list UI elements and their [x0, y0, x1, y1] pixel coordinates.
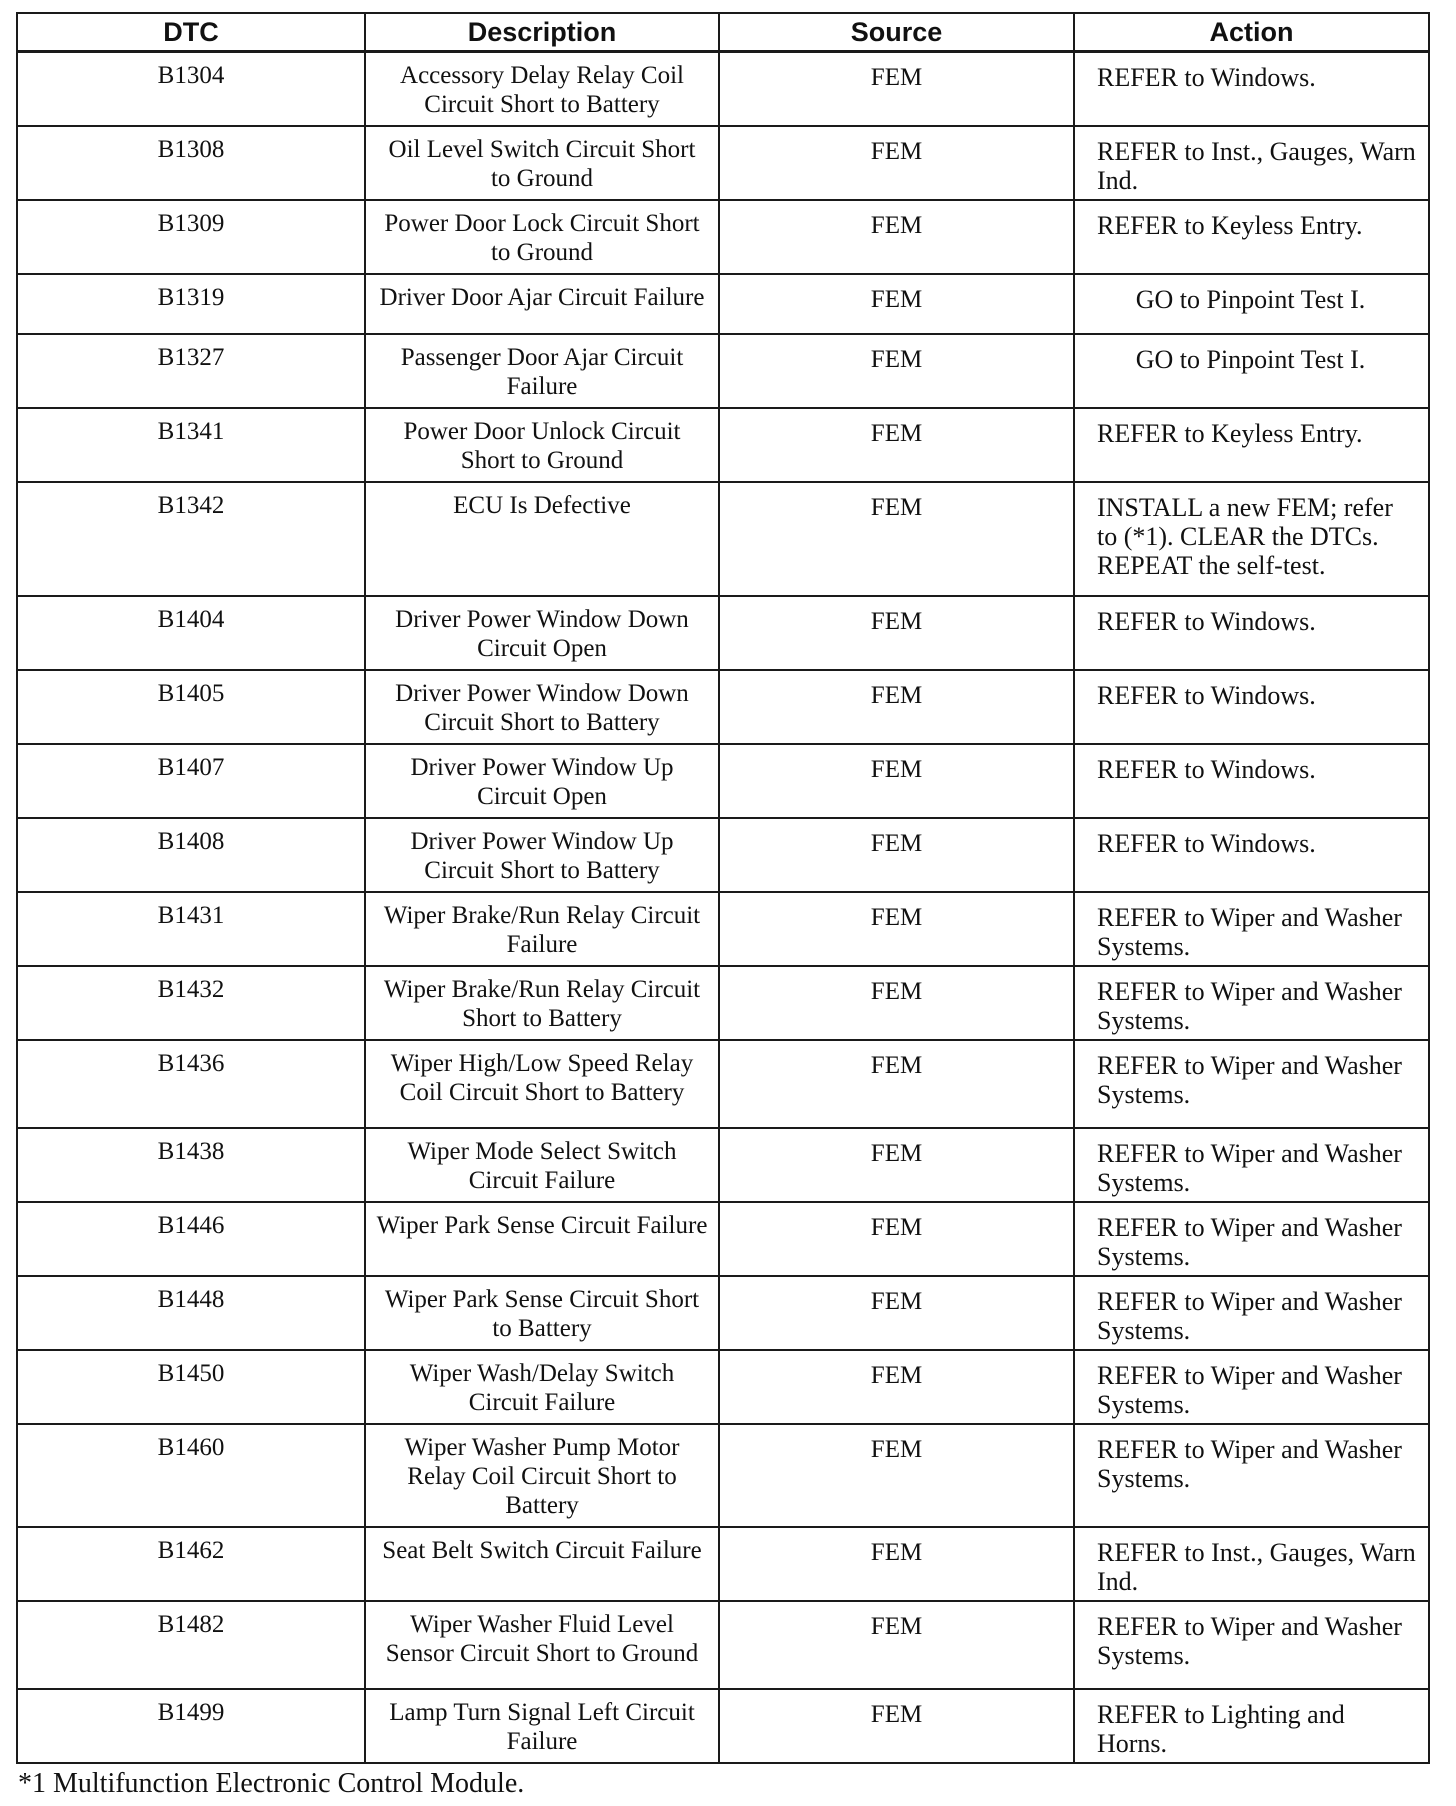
header-action: Action — [1074, 13, 1429, 52]
dtc-code: B1446 — [17, 1202, 365, 1276]
dtc-action: REFER to Wiper and Washer Systems. — [1074, 1128, 1429, 1202]
dtc-source: FEM — [719, 1601, 1074, 1689]
dtc-code: B1304 — [17, 52, 365, 127]
dtc-description: Power Door Unlock Circuit Short to Ground — [365, 408, 719, 482]
dtc-source: FEM — [719, 274, 1074, 334]
header-dtc: DTC — [17, 13, 365, 52]
dtc-code: B1327 — [17, 334, 365, 408]
table-row — [17, 1689, 1429, 1763]
table-row — [17, 1202, 1429, 1276]
dtc-code: B1436 — [17, 1040, 365, 1128]
dtc-code: B1404 — [17, 596, 365, 670]
dtc-description: Passenger Door Ajar Circuit Failure — [365, 334, 719, 408]
dtc-source: FEM — [719, 818, 1074, 892]
dtc-table — [16, 12, 1430, 1764]
dtc-source: FEM — [719, 1128, 1074, 1202]
dtc-action: REFER to Windows. — [1074, 744, 1429, 818]
dtc-code: B1462 — [17, 1527, 365, 1601]
table-row — [17, 892, 1429, 966]
dtc-source: FEM — [719, 334, 1074, 408]
dtc-code: B1431 — [17, 892, 365, 966]
table-row — [17, 52, 1429, 127]
dtc-action: REFER to Wiper and Washer Systems. — [1074, 966, 1429, 1040]
dtc-source: FEM — [719, 482, 1074, 596]
dtc-source: FEM — [719, 52, 1074, 127]
table-row — [17, 1601, 1429, 1689]
footnote: *1 Multifunction Electronic Control Module. — [18, 1768, 525, 1799]
dtc-description: Driver Power Window Up Circuit Open — [365, 744, 719, 818]
dtc-source: FEM — [719, 966, 1074, 1040]
table-row — [17, 408, 1429, 482]
dtc-description: Driver Power Window Down Circuit Short to Battery — [365, 670, 719, 744]
header-description: Description — [365, 13, 719, 52]
table-row — [17, 1040, 1429, 1128]
dtc-description: Wiper Brake/Run Relay Circuit Failure — [365, 892, 719, 966]
dtc-description: Driver Door Ajar Circuit Failure — [365, 274, 719, 334]
dtc-action: REFER to Wiper and Washer Systems. — [1074, 892, 1429, 966]
dtc-description: Wiper Washer Pump Motor Relay Coil Circuit Short to Battery — [365, 1424, 719, 1527]
table-row — [17, 1276, 1429, 1350]
dtc-description: Driver Power Window Up Circuit Short to Battery — [365, 818, 719, 892]
dtc-code: B1341 — [17, 408, 365, 482]
table-row — [17, 596, 1429, 670]
dtc-code: B1319 — [17, 274, 365, 334]
dtc-action: INSTALL a new FEM; refer to (*1). CLEAR the DTCs. REPEAT the self-test. — [1074, 482, 1429, 596]
dtc-description: Accessory Delay Relay Coil Circuit Short to Battery — [365, 52, 719, 127]
dtc-action: GO to Pinpoint Test I. — [1074, 274, 1429, 334]
dtc-code: B1450 — [17, 1350, 365, 1424]
dtc-description: Power Door Lock Circuit Short to Ground — [365, 200, 719, 274]
dtc-source: FEM — [719, 1689, 1074, 1763]
dtc-description: Wiper Wash/Delay Switch Circuit Failure — [365, 1350, 719, 1424]
dtc-code: B1448 — [17, 1276, 365, 1350]
dtc-code: B1407 — [17, 744, 365, 818]
dtc-action: GO to Pinpoint Test I. — [1074, 334, 1429, 408]
dtc-action: REFER to Windows. — [1074, 52, 1429, 127]
table-row — [17, 1128, 1429, 1202]
dtc-code: B1342 — [17, 482, 365, 596]
dtc-code: B1308 — [17, 126, 365, 200]
dtc-description: Wiper Park Sense Circuit Short to Battery — [365, 1276, 719, 1350]
dtc-code: B1482 — [17, 1601, 365, 1689]
dtc-description: Oil Level Switch Circuit Short to Ground — [365, 126, 719, 200]
dtc-source: FEM — [719, 126, 1074, 200]
dtc-code: B1499 — [17, 1689, 365, 1763]
dtc-source: FEM — [719, 408, 1074, 482]
table-row — [17, 966, 1429, 1040]
dtc-source: FEM — [719, 200, 1074, 274]
dtc-description: ECU Is Defective — [365, 482, 719, 596]
dtc-description: Driver Power Window Down Circuit Open — [365, 596, 719, 670]
dtc-code: B1432 — [17, 966, 365, 1040]
dtc-description: Wiper Mode Select Switch Circuit Failure — [365, 1128, 719, 1202]
dtc-action: REFER to Lighting and Horns. — [1074, 1689, 1429, 1763]
table-header-row — [17, 13, 1429, 52]
dtc-action: REFER to Wiper and Washer Systems. — [1074, 1040, 1429, 1128]
dtc-action: REFER to Windows. — [1074, 818, 1429, 892]
table-row — [17, 1527, 1429, 1601]
table-row — [17, 670, 1429, 744]
dtc-description: Wiper Park Sense Circuit Failure — [365, 1202, 719, 1276]
table-row — [17, 818, 1429, 892]
dtc-description: Lamp Turn Signal Left Circuit Failure — [365, 1689, 719, 1763]
dtc-source: FEM — [719, 1424, 1074, 1527]
dtc-code: B1460 — [17, 1424, 365, 1527]
dtc-source: FEM — [719, 1040, 1074, 1128]
dtc-document — [16, 12, 1428, 1800]
dtc-code: B1408 — [17, 818, 365, 892]
dtc-source: FEM — [719, 744, 1074, 818]
dtc-source: FEM — [719, 1202, 1074, 1276]
dtc-source: FEM — [719, 596, 1074, 670]
table-row — [17, 1424, 1429, 1527]
dtc-code: B1405 — [17, 670, 365, 744]
dtc-source: FEM — [719, 1276, 1074, 1350]
table-row — [17, 126, 1429, 200]
dtc-action: REFER to Inst., Gauges, Warn Ind. — [1074, 126, 1429, 200]
dtc-action: REFER to Wiper and Washer Systems. — [1074, 1202, 1429, 1276]
dtc-action: REFER to Keyless Entry. — [1074, 408, 1429, 482]
dtc-code: B1309 — [17, 200, 365, 274]
dtc-action: REFER to Keyless Entry. — [1074, 200, 1429, 274]
table-row — [17, 482, 1429, 596]
dtc-description: Wiper Washer Fluid Level Sensor Circuit Short to Ground — [365, 1601, 719, 1689]
table-row — [17, 744, 1429, 818]
dtc-action: REFER to Windows. — [1074, 670, 1429, 744]
dtc-action: REFER to Windows. — [1074, 596, 1429, 670]
table-row — [17, 1350, 1429, 1424]
dtc-source: FEM — [719, 670, 1074, 744]
table-row — [17, 274, 1429, 334]
dtc-code: B1438 — [17, 1128, 365, 1202]
header-source: Source — [719, 13, 1074, 52]
dtc-action: REFER to Wiper and Washer Systems. — [1074, 1276, 1429, 1350]
dtc-action: REFER to Inst., Gauges, Warn Ind. — [1074, 1527, 1429, 1601]
dtc-description: Wiper High/Low Speed Relay Coil Circuit Short to Battery — [365, 1040, 719, 1128]
table-row — [17, 200, 1429, 274]
dtc-source: FEM — [719, 1350, 1074, 1424]
dtc-source: FEM — [719, 892, 1074, 966]
dtc-source: FEM — [719, 1527, 1074, 1601]
dtc-description: Seat Belt Switch Circuit Failure — [365, 1527, 719, 1601]
dtc-description: Wiper Brake/Run Relay Circuit Short to Battery — [365, 966, 719, 1040]
dtc-action: REFER to Wiper and Washer Systems. — [1074, 1424, 1429, 1527]
dtc-action: REFER to Wiper and Washer Systems. — [1074, 1350, 1429, 1424]
table-row — [17, 334, 1429, 408]
dtc-action: REFER to Wiper and Washer Systems. — [1074, 1601, 1429, 1689]
